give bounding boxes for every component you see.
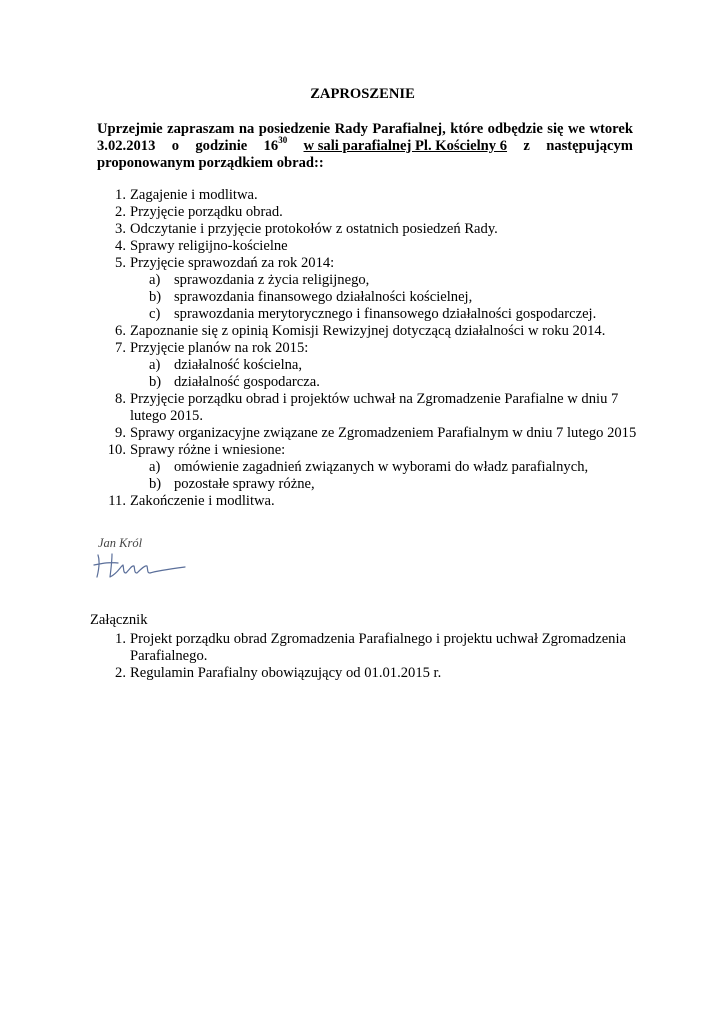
intro-word-z: z: [523, 138, 530, 154]
meeting-minutes: 30: [278, 135, 288, 145]
agenda-item-number: 8.: [115, 391, 126, 407]
agenda-item-text: Przyjęcie porządku obrad.: [130, 204, 283, 220]
agenda-subitem: [97, 374, 657, 391]
attachments-list: [97, 631, 657, 682]
attachment-item: [97, 631, 657, 665]
handwritten-signature: [90, 551, 190, 581]
signature-name: Jan Król: [98, 536, 143, 550]
agenda-list: [97, 187, 657, 510]
agenda-item-text: Sprawy religijno-kościelne: [130, 238, 288, 254]
agenda-item-text: Przyjęcie sprawozdań za rok 2014:: [130, 255, 335, 271]
agenda-item-number: 5.: [115, 255, 126, 271]
attachment-item-text: Projekt porządku obrad Zgromadzenia Parafialnego i projektu uchwał Zgromadzenia: [130, 631, 627, 647]
agenda-item: [97, 221, 657, 238]
intro-line-2: [97, 135, 633, 155]
document-title: ZAPROSZENIE: [310, 86, 415, 102]
agenda-subitem-letter: a): [149, 357, 161, 373]
agenda-item-number: 2.: [115, 204, 126, 220]
agenda-subitem-text: sprawozdania z życia religijnego,: [174, 272, 370, 288]
agenda-subitem: [97, 272, 657, 289]
agenda-item-text: Zagajenie i modlitwa.: [130, 187, 258, 203]
agenda-item-text: Sprawy różne i wniesione:: [130, 442, 286, 458]
agenda-subitem-text: pozostałe sprawy różne,: [174, 476, 315, 492]
agenda-subitem-text: sprawozdania merytorycznego i finansowego działalności gospodarczej.: [174, 306, 597, 322]
agenda-item-number: 9.: [115, 425, 126, 441]
agenda-item: [97, 442, 657, 459]
agenda-subitem: [97, 357, 657, 374]
agenda-item-number: 10.: [107, 442, 126, 458]
agenda-subitem-text: sprawozdania finansowego działalności kościelnej,: [174, 289, 473, 305]
attachment-item-text: Regulamin Parafialny obowiązujący od 01.01.2015 r.: [130, 665, 442, 681]
agenda-item: [97, 323, 657, 340]
meeting-place: w sali parafialnej Pl. Kościelny 6: [303, 138, 508, 154]
agenda-item: [97, 187, 657, 204]
agenda-subitem-letter: c): [149, 306, 161, 322]
agenda-subitem-letter: b): [149, 476, 162, 492]
attachment-item-number: 1.: [115, 631, 126, 647]
agenda-item-text-continued: lutego 2015.: [130, 408, 203, 424]
agenda-item: [97, 493, 657, 510]
agenda-subitem: [97, 306, 657, 323]
agenda-subitem-letter: a): [149, 459, 161, 475]
signature-block: [90, 535, 190, 585]
agenda-item-text: Sprawy organizacyjne związane ze Zgromadzeniem Parafialnym w dniu 7 lutego 2015: [130, 425, 637, 441]
agenda-subitem-letter: b): [149, 289, 162, 305]
agenda-item-text: Zapoznanie się z opinią Komisji Rewizyjnej dotyczącą działalności w roku 2014.: [130, 323, 606, 339]
agenda-item-number: 1.: [115, 187, 126, 203]
agenda-item: [97, 238, 657, 255]
agenda-subitem: [97, 476, 657, 493]
agenda-subitem: [97, 459, 657, 476]
intro-line-1: Uprzejmie zapraszam na posiedzenie Rady Parafialnej, które odbędzie się we wtorek: [97, 121, 633, 137]
agenda-item-text: Zakończenie i modlitwa.: [130, 493, 275, 509]
intro-word-godzinie: godzinie: [195, 138, 248, 154]
agenda-subitem-letter: a): [149, 272, 161, 288]
intro-word-o: o: [171, 138, 180, 154]
meeting-hour: 16: [263, 138, 279, 154]
intro-word-nastepujacym: następującym: [546, 138, 633, 154]
agenda-item-number: 4.: [115, 238, 126, 254]
agenda-subitem-text: omówienie zagadnień związanych w wyborami do władz parafialnych,: [174, 459, 589, 475]
attachments-heading: Załącznik: [90, 612, 148, 628]
agenda-item-number: 6.: [115, 323, 126, 339]
agenda-item-number: 11.: [108, 493, 126, 509]
agenda-item-text: Przyjęcie porządku obrad i projektów uchwał na Zgromadzenie Parafialne w dniu 7: [130, 391, 619, 407]
agenda-item-text: Odczytanie i przyjęcie protokołów z ostatnich posiedzeń Rady.: [130, 221, 498, 237]
attachment-item: [97, 665, 657, 682]
attachment-item-number: 2.: [115, 665, 126, 681]
meeting-time: [263, 135, 288, 155]
agenda-item-text: Przyjęcie planów na rok 2015:: [130, 340, 309, 356]
agenda-subitem: [97, 289, 657, 306]
attachment-item-text-continued: Parafialnego.: [130, 648, 208, 664]
agenda-item: [97, 204, 657, 221]
agenda-item: [97, 391, 657, 425]
agenda-item: [97, 340, 657, 357]
agenda-subitem-letter: b): [149, 374, 162, 390]
agenda-item-number: 7.: [115, 340, 126, 356]
intro-paragraph: [97, 121, 633, 172]
meeting-date: 3.02.2013: [97, 138, 156, 154]
agenda-item: [97, 425, 657, 442]
agenda-subitem-text: działalność gospodarcza.: [174, 374, 320, 390]
agenda-item: [97, 255, 657, 272]
agenda-subitem-text: działalność kościelna,: [174, 357, 303, 373]
intro-line-3: proponowanym porządkiem obrad::: [97, 155, 324, 171]
agenda-item-number: 3.: [115, 221, 126, 237]
